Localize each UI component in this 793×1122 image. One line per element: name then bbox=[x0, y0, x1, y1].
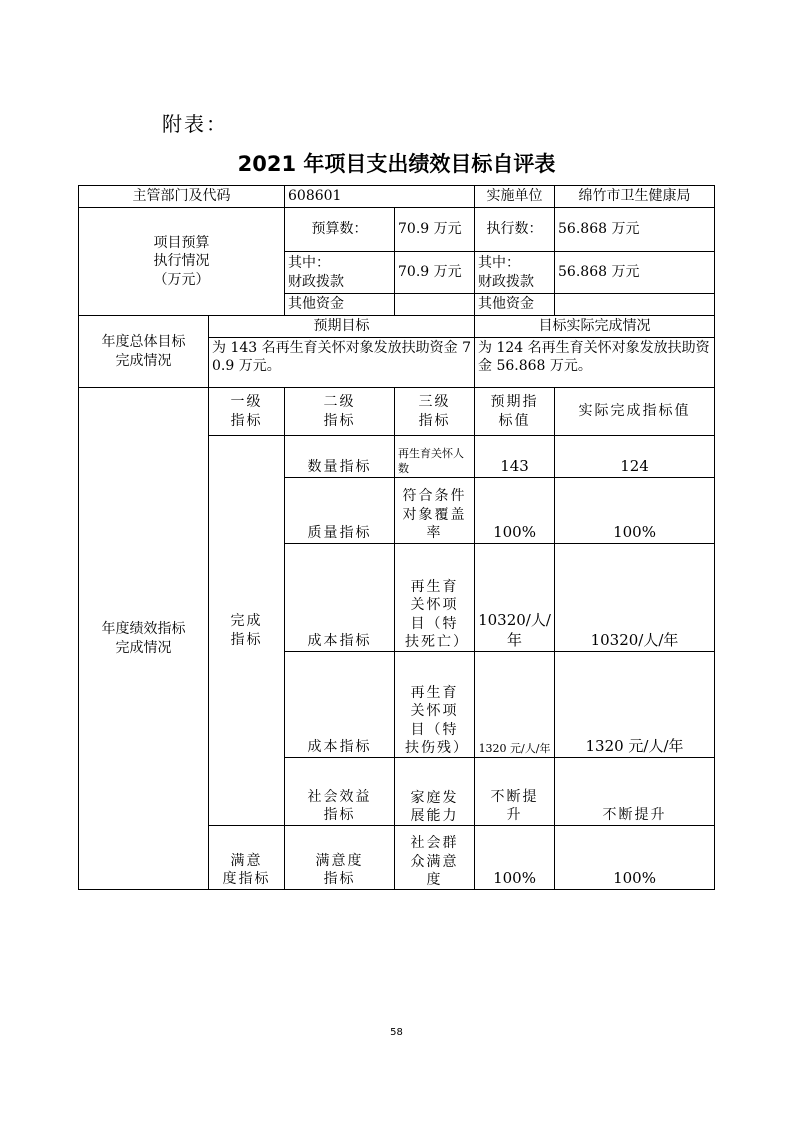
table-row-level2: 数量指标 bbox=[285, 436, 395, 478]
exec-label: 执行数： bbox=[475, 208, 555, 252]
table-row-level2: 满意度 指标 bbox=[285, 826, 395, 890]
table-row-expected: 143 bbox=[475, 436, 555, 478]
actual-goal-text: 为 124 名再生育关怀对象发放扶助资金 56.868 万元。 bbox=[475, 338, 715, 388]
dept-label: 主管部门及代码 bbox=[132, 188, 231, 205]
satisfaction-indicator-label: 满意 度指标 bbox=[209, 826, 285, 890]
dept-code: 608601 bbox=[288, 188, 342, 205]
page-number: 58 bbox=[390, 1027, 403, 1038]
unit-label: 实施单位 bbox=[486, 188, 543, 205]
header-level3: 三级 指标 bbox=[395, 388, 475, 436]
table-row-level2: 质量指标 bbox=[285, 478, 395, 544]
dept-label-cell bbox=[79, 186, 285, 208]
dept-code-cell bbox=[285, 186, 475, 208]
header-actual: 实际完成指标值 bbox=[555, 388, 715, 436]
other-budget-value bbox=[395, 294, 475, 316]
table-row-actual: 10320/人/年 bbox=[555, 544, 715, 652]
fiscal-label-left: 其中： 财政拨款 bbox=[285, 252, 395, 294]
table-row-level3: 符合条件对象覆盖率 bbox=[395, 478, 475, 544]
table-row-expected: 不断提 升 bbox=[475, 758, 555, 826]
table-row-level2: 成本指标 bbox=[285, 544, 395, 652]
expected-goal-header: 预期目标 bbox=[209, 316, 475, 338]
table-row-level3: 家庭发展能力 bbox=[395, 758, 475, 826]
header-level2: 二级 指标 bbox=[285, 388, 395, 436]
table-row-expected: 100% bbox=[475, 478, 555, 544]
header-expected: 预期指 标值 bbox=[475, 388, 555, 436]
table-row-level3: 再生育关怀项目（特扶伤残） bbox=[395, 652, 475, 758]
table-row-actual: 不断提升 bbox=[555, 758, 715, 826]
budget-value: 70.9 万元 bbox=[395, 208, 475, 252]
self-evaluation-table bbox=[78, 185, 715, 890]
indicators-section-label: 年度绩效指标 完成情况 bbox=[79, 388, 209, 890]
budget-section-label: 项目预算 执行情况 （万元） bbox=[79, 208, 285, 316]
other-exec-value bbox=[555, 294, 715, 316]
fiscal-budget-value: 70.9 万元 bbox=[395, 252, 475, 294]
unit-value-cell bbox=[555, 186, 715, 208]
exec-value: 56.868 万元 bbox=[555, 208, 715, 252]
fiscal-label-right: 其中： 财政拨款 bbox=[475, 252, 555, 294]
other-label-left: 其他资金 bbox=[285, 294, 395, 316]
table-row-expected: 100% bbox=[475, 826, 555, 890]
other-label-right: 其他资金 bbox=[475, 294, 555, 316]
table-row-expected: 10320/人/年 bbox=[475, 544, 555, 652]
actual-goal-header: 目标实际完成情况 bbox=[475, 316, 715, 338]
expected-goal-text: 为 143 名再生育关怀对象发放扶助资金 70.9 万元。 bbox=[209, 338, 475, 388]
fiscal-exec-value: 56.868 万元 bbox=[555, 252, 715, 294]
page-title: 2021 年项目支出绩效目标自评表 bbox=[237, 152, 556, 176]
attachment-label: 附表： bbox=[162, 112, 228, 136]
table-row-actual: 1320 元/人/年 bbox=[555, 652, 715, 758]
table-row-level2: 社会效益 指标 bbox=[285, 758, 395, 826]
unit-label-cell bbox=[475, 186, 555, 208]
budget-label: 预算数： bbox=[285, 208, 395, 252]
table-row-actual: 100% bbox=[555, 826, 715, 890]
table-row-level3: 社会群众满意度 bbox=[395, 826, 475, 890]
goals-section-label: 年度总体目标 完成情况 bbox=[79, 316, 209, 388]
table-row-level2: 成本指标 bbox=[285, 652, 395, 758]
table-row-level3: 再生育关怀项目（特扶死亡） bbox=[395, 544, 475, 652]
completion-indicator-label: 完成 指标 bbox=[209, 436, 285, 826]
header-level1: 一级 指标 bbox=[209, 388, 285, 436]
table-row-expected: 1320 元/人/年 bbox=[475, 652, 555, 758]
table-row-actual: 100% bbox=[555, 478, 715, 544]
table-row-level3: 再生育关怀人数 bbox=[395, 436, 475, 478]
unit-value: 绵竹市卫生健康局 bbox=[578, 188, 691, 205]
table-row-actual: 124 bbox=[555, 436, 715, 478]
